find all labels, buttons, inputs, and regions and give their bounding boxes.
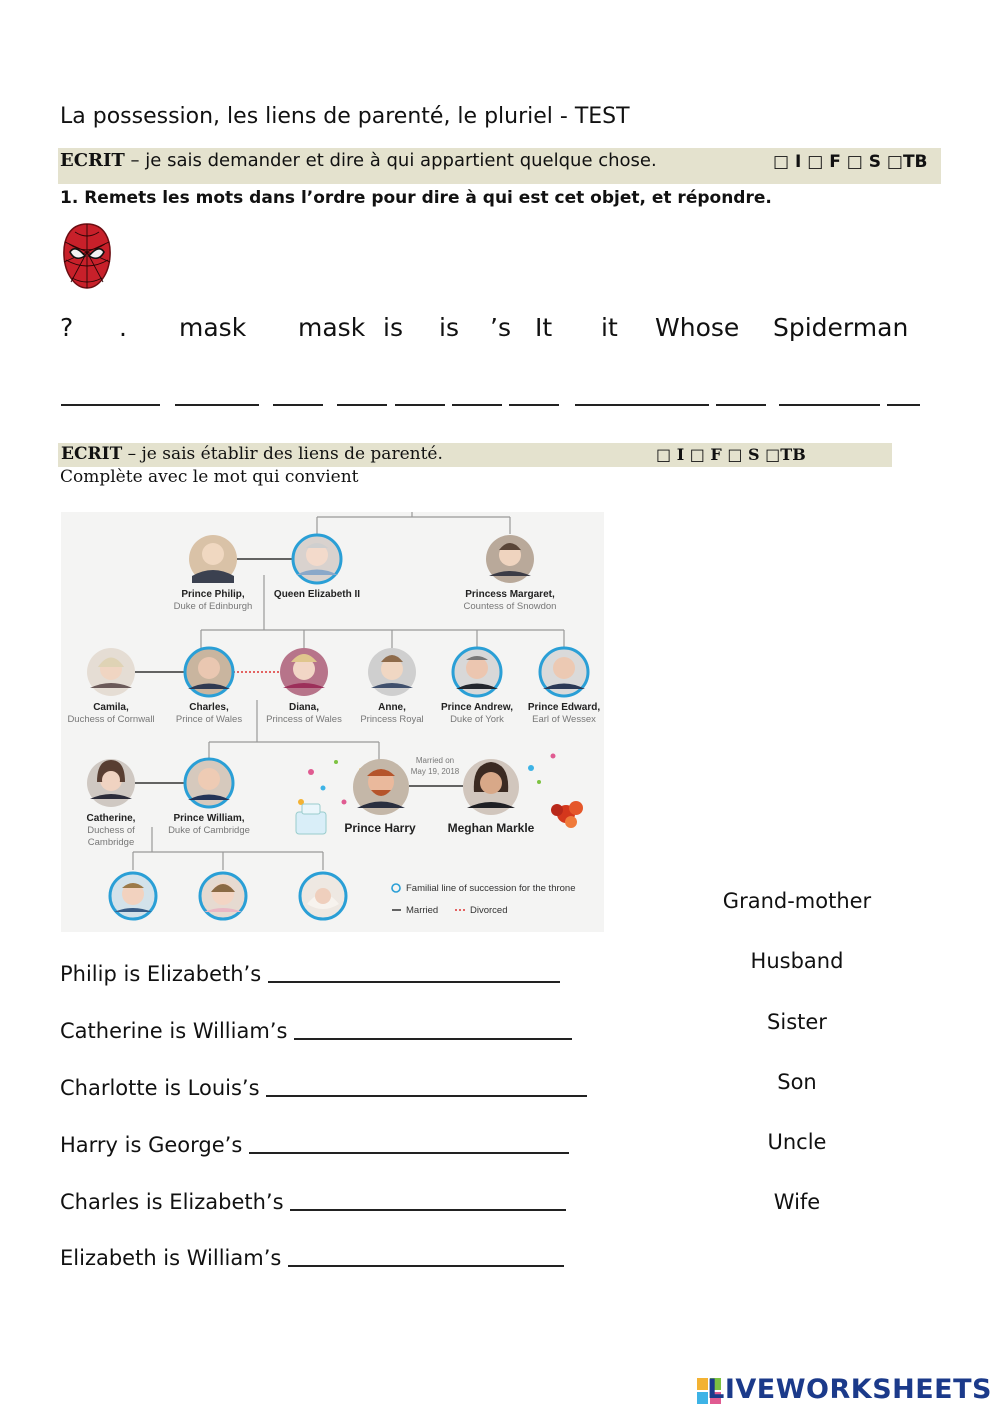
answer-drop-zone[interactable] <box>288 1265 564 1267</box>
answer-slot[interactable] <box>887 404 920 406</box>
portrait-catherine <box>87 759 135 807</box>
family-tree-diagram <box>61 512 604 932</box>
section1-text: – je sais demander et dire à qui appartient quelque chose. <box>124 150 657 171</box>
section1-instruction: 1. Remets les mots dans l’ordre pour dire à qui est cet objet, et répondre. <box>60 188 772 208</box>
person-title: Countess of Snowdon <box>463 601 557 612</box>
portrait-george <box>110 873 156 919</box>
question-row <box>60 962 560 986</box>
word-chip[interactable]: Whose <box>655 313 740 342</box>
legend-married: Married <box>406 905 439 916</box>
answer-slot[interactable] <box>716 404 766 406</box>
portrait-camila <box>87 648 135 696</box>
portrait-william <box>185 759 233 807</box>
question-text: Catherine is William’s <box>60 1019 288 1043</box>
word-chip[interactable]: is <box>439 313 459 342</box>
word-chip[interactable]: ’s <box>490 313 511 342</box>
person-title: Duke of Edinburgh <box>173 601 253 612</box>
person-title: Duchess of Cornwall <box>67 714 155 725</box>
answer-slot[interactable] <box>779 404 880 406</box>
portrait-philip <box>189 535 237 583</box>
person-name: Meghan Markle <box>447 821 535 835</box>
section2-instruction: Complète avec le mot qui convient <box>60 467 359 487</box>
question-text: Harry is George’s <box>60 1133 243 1157</box>
portrait-harry <box>353 759 409 815</box>
person-title: Princess of Wales <box>266 714 342 725</box>
portrait-anne <box>368 648 416 696</box>
liveworksheets-logo: LIVEWORKSHEETS <box>707 1374 992 1405</box>
portrait-meghan <box>463 759 519 815</box>
portrait-andrew <box>453 648 501 696</box>
section1-label: ECRIT <box>60 150 125 171</box>
person-name: Diana, <box>288 702 320 713</box>
portrait-elizabeth <box>293 535 341 583</box>
person-name: Catherine, <box>86 813 136 824</box>
word-chip[interactable]: it <box>601 313 618 342</box>
person-title: Cambridge <box>87 837 135 848</box>
question-row <box>60 1019 572 1043</box>
section2-checkboxes[interactable]: □ I □ F □ S □TB <box>656 445 806 464</box>
question-row <box>60 1133 569 1157</box>
person-name: Camila, <box>93 702 129 713</box>
word-chip[interactable]: Spiderman <box>773 313 909 342</box>
word-chip[interactable]: is <box>383 313 403 342</box>
answer-option[interactable]: Uncle <box>767 1130 827 1154</box>
portrait-charles <box>185 648 233 696</box>
section2-text: – je sais établir des liens de parenté. <box>122 444 443 464</box>
word-chip[interactable]: ? <box>60 313 74 342</box>
portrait-diana <box>280 648 328 696</box>
married-date: May 19, 2018 <box>410 767 460 776</box>
person-name: Prince Edward, <box>527 702 601 713</box>
married-on-label: Married on <box>415 756 455 765</box>
answer-slot[interactable] <box>452 404 502 406</box>
answer-option[interactable]: Sister <box>767 1010 827 1034</box>
page-title: La possession, les liens de parenté, le pluriel - TEST <box>60 104 630 129</box>
answer-option[interactable]: Wife <box>773 1190 821 1214</box>
person-name: Anne, <box>378 702 406 713</box>
portrait-charlotte <box>200 873 246 919</box>
answer-option[interactable]: Grand-mother <box>722 889 872 913</box>
person-title: Prince of Wales <box>175 714 243 725</box>
person-name: Prince Harry <box>344 821 416 835</box>
portrait-louis <box>300 873 346 919</box>
question-row <box>60 1246 564 1270</box>
section1-heading <box>60 150 657 171</box>
answer-slot[interactable] <box>175 404 259 406</box>
answer-drop-zone[interactable] <box>268 981 560 983</box>
word-chip[interactable]: mask <box>179 313 247 342</box>
answer-drop-zone[interactable] <box>290 1209 566 1211</box>
answer-option[interactable]: Son <box>777 1070 817 1094</box>
question-text: Charlotte is Louis’s <box>60 1076 260 1100</box>
person-title: Duke of York <box>450 714 504 725</box>
question-text: Elizabeth is William’s <box>60 1246 282 1270</box>
answer-drop-zone[interactable] <box>294 1038 572 1040</box>
answer-slot[interactable] <box>273 404 323 406</box>
answer-slot[interactable] <box>61 404 160 406</box>
person-name: Prince William, <box>173 813 245 824</box>
answer-slot[interactable] <box>575 404 709 406</box>
person-name: Prince Philip, <box>181 589 245 600</box>
section2-label: ECRIT <box>61 444 123 464</box>
answer-slot[interactable] <box>337 404 387 406</box>
spiderman-mask-icon <box>61 222 113 290</box>
answer-drop-zone[interactable] <box>249 1152 569 1154</box>
person-name: Princess Margaret, <box>465 589 555 600</box>
portrait-edward <box>540 648 588 696</box>
question-text: Charles is Elizabeth’s <box>60 1190 284 1214</box>
section1-checkboxes[interactable]: □ I □ F □ S □TB <box>773 152 928 172</box>
word-chip[interactable]: It <box>535 313 553 342</box>
person-title: Duchess of <box>87 825 135 836</box>
answer-slot[interactable] <box>395 404 445 406</box>
section2-heading <box>61 444 443 464</box>
legend-succession: Familial line of succession for the throne <box>406 883 576 894</box>
legend-divorced: Divorced <box>470 905 508 916</box>
person-name: Prince Andrew, <box>440 702 514 713</box>
question-text: Philip is Elizabeth’s <box>60 962 262 986</box>
person-name: Queen Elizabeth II <box>273 589 361 600</box>
person-title: Earl of Wessex <box>532 714 596 725</box>
question-row <box>60 1076 587 1100</box>
portrait-margaret <box>486 535 534 583</box>
person-title: Princess Royal <box>360 714 424 725</box>
answer-drop-zone[interactable] <box>266 1095 587 1097</box>
answer-slot[interactable] <box>509 404 559 406</box>
word-chip[interactable]: . <box>119 313 127 342</box>
person-title: Duke of Cambridge <box>168 825 250 836</box>
answer-option[interactable]: Husband <box>750 949 844 973</box>
person-name: Charles, <box>189 702 229 713</box>
word-chip[interactable]: mask <box>298 313 366 342</box>
question-row <box>60 1190 566 1214</box>
